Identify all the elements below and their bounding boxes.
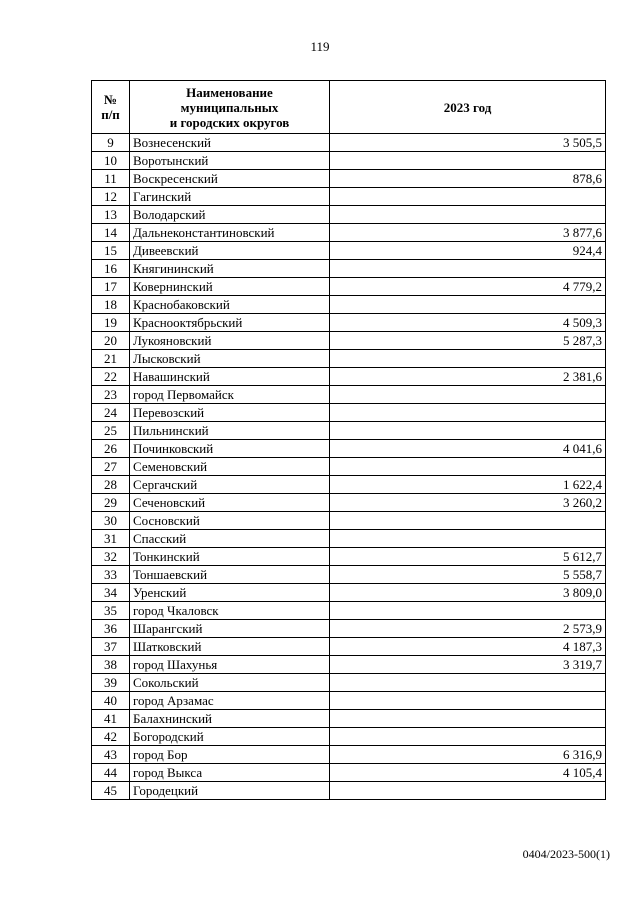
row-number: 44 <box>92 764 130 782</box>
header-name-line-2: муниципальных <box>180 99 279 115</box>
value-2023 <box>330 458 606 476</box>
row-number: 33 <box>92 566 130 584</box>
row-number: 32 <box>92 548 130 566</box>
table-row <box>92 764 606 782</box>
table-row <box>92 296 606 314</box>
table-row <box>92 188 606 206</box>
table-row <box>92 548 606 566</box>
value-2023 <box>330 530 606 548</box>
municipality-name: Вознесенский <box>130 134 330 152</box>
value-2023: 4 041,6 <box>330 440 606 458</box>
row-number: 11 <box>92 170 130 188</box>
table-row <box>92 134 606 152</box>
table-row <box>92 152 606 170</box>
value-2023 <box>330 782 606 800</box>
value-2023 <box>330 350 606 368</box>
value-2023 <box>330 692 606 710</box>
table-row <box>92 674 606 692</box>
table-row <box>92 602 606 620</box>
table-row <box>92 782 606 800</box>
value-2023: 4 779,2 <box>330 278 606 296</box>
table-row <box>92 314 606 332</box>
value-2023 <box>330 188 606 206</box>
municipality-name: Сеченовский <box>130 494 330 512</box>
row-number: 14 <box>92 224 130 242</box>
municipality-name: Богородский <box>130 728 330 746</box>
table-row <box>92 368 606 386</box>
row-number: 25 <box>92 422 130 440</box>
table-row <box>92 404 606 422</box>
table-row <box>92 458 606 476</box>
value-2023: 3 877,6 <box>330 224 606 242</box>
table-row <box>92 170 606 188</box>
municipality-name: город Выкса <box>130 764 330 782</box>
header-num-line-2: п/п <box>101 107 120 122</box>
municipality-name: Воскресенский <box>130 170 330 188</box>
header-year: 2023 год <box>330 81 606 134</box>
value-2023 <box>330 260 606 278</box>
value-2023: 5 558,7 <box>330 566 606 584</box>
municipality-name: Тонкинский <box>130 548 330 566</box>
value-2023 <box>330 152 606 170</box>
value-2023 <box>330 728 606 746</box>
municipality-name: Сосновский <box>130 512 330 530</box>
table-row <box>92 638 606 656</box>
value-2023: 6 316,9 <box>330 746 606 764</box>
header-num-line-1: № <box>103 92 118 107</box>
table-row <box>92 494 606 512</box>
municipality-name: Балахнинский <box>130 710 330 728</box>
row-number: 34 <box>92 584 130 602</box>
value-2023: 924,4 <box>330 242 606 260</box>
value-2023: 3 260,2 <box>330 494 606 512</box>
value-2023: 4 187,3 <box>330 638 606 656</box>
value-2023: 4 105,4 <box>330 764 606 782</box>
municipality-name: город Арзамас <box>130 692 330 710</box>
document-code: 0404/2023-500(1) <box>522 847 610 861</box>
row-number: 22 <box>92 368 130 386</box>
municipality-name: Дальнеконстантиновский <box>130 224 330 242</box>
row-number: 19 <box>92 314 130 332</box>
municipality-name: город Чкаловск <box>130 602 330 620</box>
row-number: 40 <box>92 692 130 710</box>
municipality-name: город Шахунья <box>130 656 330 674</box>
table-row <box>92 206 606 224</box>
row-number: 24 <box>92 404 130 422</box>
row-number: 18 <box>92 296 130 314</box>
value-2023 <box>330 710 606 728</box>
value-2023: 5 287,3 <box>330 332 606 350</box>
municipality-name: город Бор <box>130 746 330 764</box>
row-number: 26 <box>92 440 130 458</box>
row-number: 36 <box>92 620 130 638</box>
municipality-name: Ковернинский <box>130 278 330 296</box>
row-number: 31 <box>92 530 130 548</box>
row-number: 35 <box>92 602 130 620</box>
value-2023 <box>330 422 606 440</box>
municipality-name: Семеновский <box>130 458 330 476</box>
header-name <box>130 81 330 134</box>
municipality-name: Городецкий <box>130 782 330 800</box>
municipality-name: Володарский <box>130 206 330 224</box>
row-number: 20 <box>92 332 130 350</box>
table-row <box>92 242 606 260</box>
header-num <box>92 81 130 134</box>
table-row <box>92 656 606 674</box>
value-2023: 5 612,7 <box>330 548 606 566</box>
value-2023 <box>330 206 606 224</box>
municipality-name: Краснооктябрьский <box>130 314 330 332</box>
table-row <box>92 476 606 494</box>
row-number: 21 <box>92 350 130 368</box>
row-number: 37 <box>92 638 130 656</box>
row-number: 39 <box>92 674 130 692</box>
row-number: 29 <box>92 494 130 512</box>
value-2023 <box>330 674 606 692</box>
value-2023 <box>330 296 606 314</box>
row-number: 9 <box>92 134 130 152</box>
table-row <box>92 584 606 602</box>
row-number: 23 <box>92 386 130 404</box>
municipality-name: Сокольский <box>130 674 330 692</box>
value-2023: 2 573,9 <box>330 620 606 638</box>
row-number: 45 <box>92 782 130 800</box>
value-2023 <box>330 602 606 620</box>
value-2023 <box>330 386 606 404</box>
table-row <box>92 260 606 278</box>
table-row <box>92 620 606 638</box>
page-number: 119 <box>310 39 330 54</box>
table-row <box>92 224 606 242</box>
table-row <box>92 530 606 548</box>
data-table <box>91 80 606 800</box>
value-2023 <box>330 512 606 530</box>
row-number: 12 <box>92 188 130 206</box>
table-body <box>92 134 606 800</box>
municipality-name: Спасский <box>130 530 330 548</box>
table-header-row <box>92 81 606 134</box>
row-number: 42 <box>92 728 130 746</box>
municipality-name: город Первомайск <box>130 386 330 404</box>
municipality-name: Починковский <box>130 440 330 458</box>
value-2023: 1 622,4 <box>330 476 606 494</box>
municipality-name: Воротынский <box>130 152 330 170</box>
municipality-name: Сергачский <box>130 476 330 494</box>
table-row <box>92 710 606 728</box>
municipality-name: Краснобаковский <box>130 296 330 314</box>
municipality-name: Лукояновский <box>130 332 330 350</box>
row-number: 41 <box>92 710 130 728</box>
row-number: 43 <box>92 746 130 764</box>
row-number: 10 <box>92 152 130 170</box>
row-number: 30 <box>92 512 130 530</box>
table-row <box>92 692 606 710</box>
row-number: 28 <box>92 476 130 494</box>
municipality-name: Шарангский <box>130 620 330 638</box>
table-row <box>92 512 606 530</box>
municipality-name: Пильнинский <box>130 422 330 440</box>
table-row <box>92 278 606 296</box>
value-2023: 3 809,0 <box>330 584 606 602</box>
value-2023: 2 381,6 <box>330 368 606 386</box>
row-number: 15 <box>92 242 130 260</box>
table-row <box>92 566 606 584</box>
table-row <box>92 746 606 764</box>
municipality-name: Тоншаевский <box>130 566 330 584</box>
municipality-name: Гагинский <box>130 188 330 206</box>
municipality-name: Лысковский <box>130 350 330 368</box>
municipality-name: Навашинский <box>130 368 330 386</box>
value-2023 <box>330 404 606 422</box>
municipality-name: Перевозский <box>130 404 330 422</box>
row-number: 27 <box>92 458 130 476</box>
value-2023: 3 505,5 <box>330 134 606 152</box>
table-row <box>92 728 606 746</box>
row-number: 17 <box>92 278 130 296</box>
row-number: 38 <box>92 656 130 674</box>
value-2023: 4 509,3 <box>330 314 606 332</box>
header-name-line-1: Наименование <box>186 84 273 100</box>
municipality-name: Уренский <box>130 584 330 602</box>
municipality-name: Княгининский <box>130 260 330 278</box>
value-2023: 878,6 <box>330 170 606 188</box>
value-2023: 3 319,7 <box>330 656 606 674</box>
municipality-name: Дивеевский <box>130 242 330 260</box>
table-row <box>92 332 606 350</box>
table-row <box>92 350 606 368</box>
header-name-line-3: и городских округов <box>169 114 290 130</box>
row-number: 13 <box>92 206 130 224</box>
table-row <box>92 440 606 458</box>
municipality-name: Шатковский <box>130 638 330 656</box>
table-row <box>92 422 606 440</box>
table-row <box>92 386 606 404</box>
row-number: 16 <box>92 260 130 278</box>
